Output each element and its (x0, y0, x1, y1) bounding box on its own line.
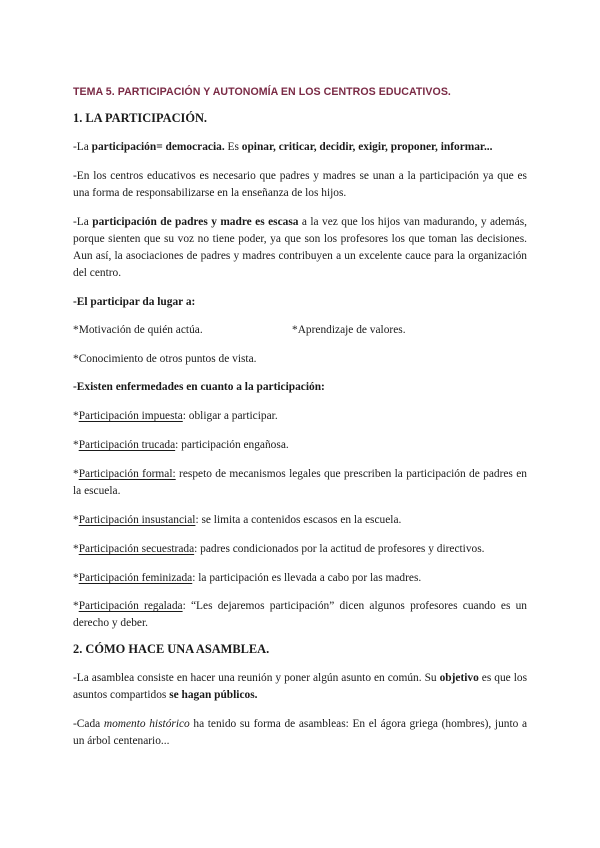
underlined-term: Participación secuestrada (78, 543, 195, 555)
text-run: : se limita a contenidos escasos en la escuela. (195, 514, 402, 526)
text-run: * (73, 514, 79, 526)
text-run: a la vez que los hijos van madurando, y además, porque sienten que su voz no tiene poder, ya que son los profesores los que toman las decisiones. Aun así, la asociaciones de padres y madres contribuyen a un excelente cauce para la organización del centro. (73, 216, 528, 279)
text-run: ha tenido su forma de asambleas: En el ágora griega (hombres), junto a un árbol centenario... (73, 718, 528, 747)
bold-run: participación de padres y madre es escasa (92, 216, 299, 228)
text-run: * (73, 410, 79, 422)
paragraph-participation-definition (73, 139, 527, 156)
underlined-term: Participación insustancial (78, 514, 196, 526)
text-run: * (73, 600, 79, 612)
paragraph-participation-leads-to: -El participar da lugar a: (73, 296, 196, 308)
text-run: * (73, 468, 79, 480)
bold-run: se hagan públicos. (169, 689, 258, 701)
underlined-term: Participación regalada (78, 600, 183, 612)
text-run: : participación engañosa. (175, 439, 289, 451)
bold-run: objetivo (439, 672, 479, 684)
list-item (73, 598, 527, 632)
text-run: * (73, 572, 79, 584)
text-run: respeto de mecanismos legales que prescriben la participación de padres en la escuela. (73, 468, 527, 497)
text-run: : “Les dejaremos participación” dicen algunos profesores cuando es un derecho y deber. (73, 600, 527, 629)
paragraph-assembly-definition (73, 670, 527, 704)
text-run: -La asamblea consiste en hacer una reunión y poner algún asunto en común. Su (73, 672, 440, 684)
underlined-term: Participación impuesta (78, 410, 183, 422)
bullet-motivation: *Motivación de quién actúa. (73, 324, 203, 336)
list-item (73, 437, 527, 454)
text-run: es que los asuntos compartidos (73, 672, 528, 701)
bold-run: opinar, criticar, decidir, exigir, proponer, informar... (241, 141, 493, 153)
list-item (73, 466, 527, 500)
bold-run: participación= democracia. (91, 141, 225, 153)
italic-run: momento histórico (103, 718, 190, 730)
bullet-values: *Aprendizaje de valores. (292, 324, 406, 336)
bullet-other-views: *Conocimiento de otros puntos de vista. (73, 353, 257, 365)
list-item (73, 541, 527, 558)
text-run: -Cada (73, 718, 104, 730)
text-run: : obligar a participar. (182, 410, 278, 422)
section-heading-2: 2. CÓMO HACE UNA ASAMBLEA. (73, 642, 270, 656)
paragraph-historical-assemblies (73, 716, 527, 750)
list-item (73, 408, 527, 425)
text-run: : la participación es llevada a cabo por las madres. (192, 572, 422, 584)
paragraph-scarce-participation (73, 214, 527, 282)
underlined-term: Participación trucada (78, 439, 176, 451)
underlined-term: Participación formal: (78, 468, 176, 480)
list-item (73, 512, 527, 529)
underlined-term: Participación feminizada (78, 572, 193, 584)
paragraph-parents-participation: -En los centros educativos es necesario que padres y madres se unan a la participación ya que es una forma de responsabilizarse en la enseñanza de los hijos. (73, 170, 527, 199)
text-run: -La (73, 141, 92, 153)
text-run: : padres condicionados por la actitud de profesores y directivos. (194, 543, 485, 555)
section-heading-1: 1. LA PARTICIPACIÓN. (73, 111, 208, 125)
bullet-row (73, 322, 527, 339)
text-run: Es (224, 141, 242, 153)
text-run: * (73, 439, 79, 451)
paragraph-diseases: -Existen enfermedades en cuanto a la participación: (73, 381, 325, 393)
text-run: * (73, 543, 79, 555)
text-run: -La (73, 216, 93, 228)
document-title: TEMA 5. PARTICIPACIÓN Y AUTONOMÍA EN LOS CENTROS EDUCATIVOS. (73, 86, 451, 98)
list-item (73, 570, 527, 587)
